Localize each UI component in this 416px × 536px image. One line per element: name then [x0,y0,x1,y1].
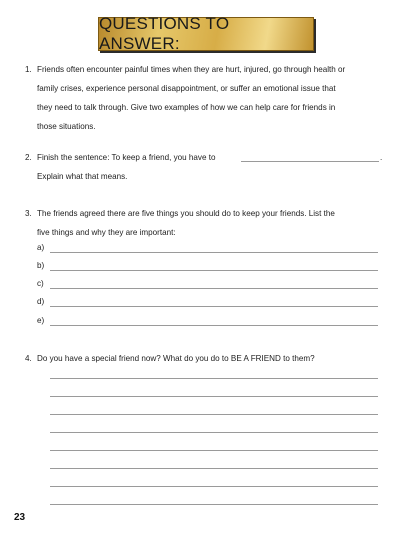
question-4-text: Do you have a special friend now? What do you do to BE A FRIEND to them? [37,354,315,363]
answer-line-e[interactable] [50,325,378,326]
question-1-line: family crises, experience personal disappointment, or suffer an emotional issue that [37,84,336,93]
answer-line[interactable] [50,378,378,379]
answer-line[interactable] [50,414,378,415]
answer-line[interactable] [50,450,378,451]
answer-line-a[interactable] [50,252,378,253]
question-2-suffix: . [380,153,383,162]
question-2-text [37,148,215,186]
question-3-text [37,204,335,242]
page-number: 23 [14,512,26,523]
question-2-line-2: Explain what that means. [37,172,128,181]
option-label-a: a) [37,243,45,252]
option-label-b: b) [37,261,45,270]
question-3-number: 3. [25,209,32,218]
answer-line[interactable] [50,486,378,487]
option-label-c: c) [37,279,44,288]
question-1-line: Friends often encounter painful times when they are hurt, injured, go through health or [37,65,346,74]
question-2-prefix: Finish the sentence: To keep a friend, you have to [37,153,216,162]
question-1-line: they need to talk through. Give two examples of how we can help care for friends in [37,103,336,112]
question-3-line: The friends agreed there are five things you should do to keep your friends. List the [37,209,335,218]
question-4-number: 4. [25,354,32,363]
answer-line[interactable] [50,504,378,505]
answer-line[interactable] [50,396,378,397]
question-1-number: 1. [25,65,32,74]
answer-line-b[interactable] [50,270,378,271]
option-label-d: d) [37,297,45,306]
answer-line-c[interactable] [50,288,378,289]
section-title-banner [98,14,314,53]
answer-line-d[interactable] [50,306,378,307]
question-2-line [37,148,215,167]
question-1-text [37,60,345,136]
question-3-line: five things and why they are important: [37,228,176,237]
answer-blank-fill-in[interactable] [241,161,379,162]
section-title: QUESTIONS TO ANSWER: [99,14,230,53]
option-label-e: e) [37,316,45,325]
question-2-number: 2. [25,153,32,162]
answer-line[interactable] [50,468,378,469]
question-1-line: those situations. [37,122,96,131]
answer-line[interactable] [50,432,378,433]
